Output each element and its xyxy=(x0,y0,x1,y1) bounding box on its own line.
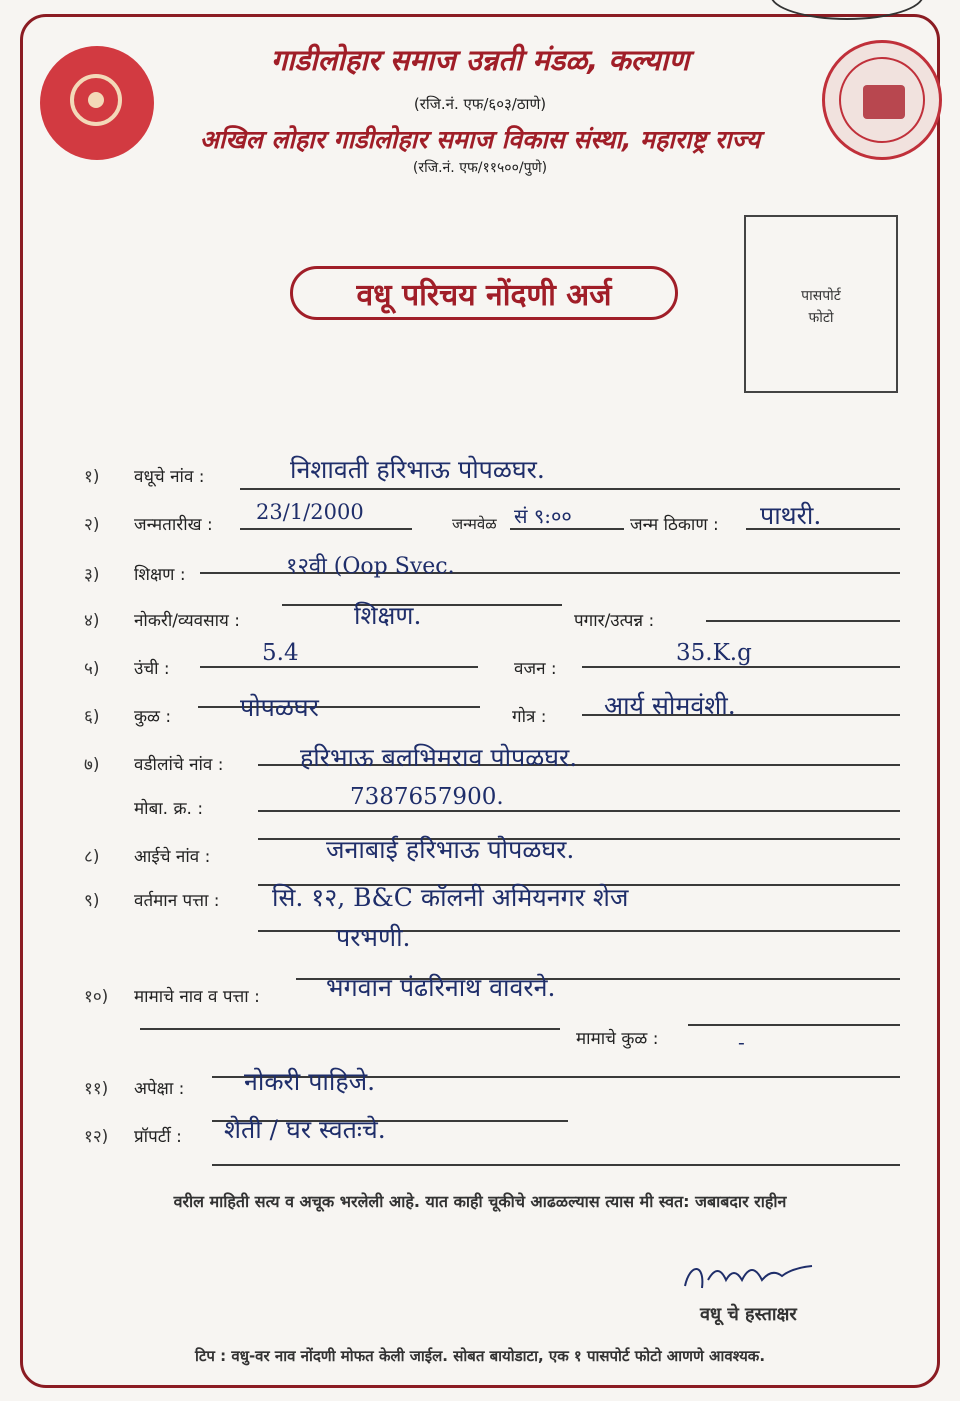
item-number: ७) xyxy=(84,755,100,775)
underline xyxy=(212,1164,900,1166)
underline xyxy=(258,810,900,812)
underline xyxy=(140,1028,560,1030)
item-number: ९) xyxy=(84,891,100,911)
organization-registration: (रजि.नं. एफ/६०३/ठाणे) xyxy=(413,95,547,113)
signature-label: वधू चे हस्ताक्षर xyxy=(700,1304,797,1325)
weight-value[interactable]: 35.K.g xyxy=(676,640,752,666)
uncle-label: मामाचे नाव व पत्ता : xyxy=(134,987,260,1007)
underline xyxy=(200,666,478,668)
item-number: २) xyxy=(84,515,100,535)
property-label: प्रॉपर्टी : xyxy=(134,1127,182,1147)
underline xyxy=(240,488,900,490)
mother-name-value[interactable]: जनाबाई हरिभाऊ पोपळघर. xyxy=(326,835,575,864)
kul-label: कुळ : xyxy=(134,707,172,727)
photo-label-1: पासपोर्ट xyxy=(801,288,841,304)
birth-place-label: जन्म ठिकाण : xyxy=(630,515,719,535)
item-number: ३) xyxy=(84,565,100,585)
bride-name-value[interactable]: निशावती हरिभाऊ पोपळघर. xyxy=(290,455,545,484)
height-label: उंची : xyxy=(134,659,170,679)
underline xyxy=(582,666,900,668)
footnote: टिप : वधु-वर नाव नोंदणी मोफत केली जाईल. सोबत बायोडाटा, एक १ पासपोर्ट फोटो आणणे आवश्यक. xyxy=(194,1347,766,1365)
expectation-value[interactable]: नोकरी पाहिजे. xyxy=(244,1067,376,1096)
job-value[interactable]: शिक्षण. xyxy=(354,601,422,630)
gotra-label: गोत्र : xyxy=(512,707,547,727)
height-value[interactable]: 5.4 xyxy=(262,640,299,666)
uncle-kul-label: मामाचे कुळ : xyxy=(576,1029,659,1049)
item-number: १०) xyxy=(84,987,109,1007)
salary-underline[interactable] xyxy=(706,620,900,622)
address-value-line1[interactable]: सि. १२, B&C कॉलनी अमियनगर शेज xyxy=(272,883,629,912)
declaration-text: वरील माहिती सत्य व अचूक भरलेली आहे. यात काही चूकीचे आढळल्यास त्यास मी स्वत: जबाबदार राहीन xyxy=(173,1192,787,1211)
job-label: नोकरी/व्यवसाय : xyxy=(134,611,240,631)
item-number: ८) xyxy=(84,847,100,867)
gotra-value[interactable]: आर्य सोमवंशी. xyxy=(604,691,736,720)
organization2-name: अखिल लोहार गाडीलोहार समाज विकास संस्था, महाराष्ट्र राज्य xyxy=(199,125,761,154)
uncle-value[interactable]: भगवान पंढरिनाथ वावरने. xyxy=(326,973,556,1002)
underline xyxy=(282,604,562,606)
item-number: ६) xyxy=(84,707,100,727)
item-number: १२) xyxy=(84,1127,109,1147)
organization2-registration: (रजि.नं. एफ/११५००/पुणे) xyxy=(412,160,548,176)
salary-label: पगार/उत्पन्न : xyxy=(574,611,655,631)
expectation-label: अपेक्षा : xyxy=(134,1079,185,1099)
item-number: ४) xyxy=(84,611,100,631)
organization-name: गाडीलोहार समाज उन्नती मंडळ, कल्याण xyxy=(270,43,690,77)
father-name-label: वडीलांचे नांव : xyxy=(134,755,224,775)
form-title: वधू परिचय नोंदणी अर्ज xyxy=(290,266,678,320)
birth-place-value[interactable]: पाथरी. xyxy=(760,501,822,530)
property-value[interactable]: शेती / घर स्वतःचे. xyxy=(224,1115,386,1144)
right-seal-icon xyxy=(822,40,942,160)
item-number: ५) xyxy=(84,659,100,679)
weight-label: वजन : xyxy=(514,659,557,679)
signature-mark xyxy=(680,1258,820,1303)
mother-name-label: आईचे नांव : xyxy=(134,847,211,867)
mobile-label: मोबा. क्र. : xyxy=(134,799,204,819)
mobile-value[interactable]: 7387657900. xyxy=(350,784,504,810)
item-number: १) xyxy=(84,467,100,487)
birth-time-value[interactable]: सं ९:०० xyxy=(514,504,572,528)
kul-value[interactable]: पोपळघर xyxy=(240,693,319,722)
dob-value[interactable]: 23/1/2000 xyxy=(256,500,364,524)
address-label: वर्तमान पत्ता : xyxy=(134,891,220,911)
education-label: शिक्षण : xyxy=(134,565,186,585)
item-number: ११) xyxy=(84,1079,109,1099)
bride-name-label: वधूचे नांव : xyxy=(134,467,205,487)
left-seal-icon xyxy=(40,46,154,160)
underline xyxy=(240,528,412,530)
uncle-kul-value[interactable]: - xyxy=(738,1030,745,1054)
dob-label: जन्मतारीख : xyxy=(134,515,213,535)
father-name-value[interactable]: हरिभाऊ बलभिमराव पोपळघर. xyxy=(300,743,578,772)
photo-label-2: फोटो xyxy=(808,310,834,326)
education-value[interactable]: १२वी (Oop Svec. xyxy=(286,554,455,579)
birth-time-label: जन्मवेळ xyxy=(452,515,497,533)
underline xyxy=(688,1024,900,1026)
address-value-line2[interactable]: परभणी. xyxy=(336,923,411,952)
passport-photo-box xyxy=(744,215,898,393)
